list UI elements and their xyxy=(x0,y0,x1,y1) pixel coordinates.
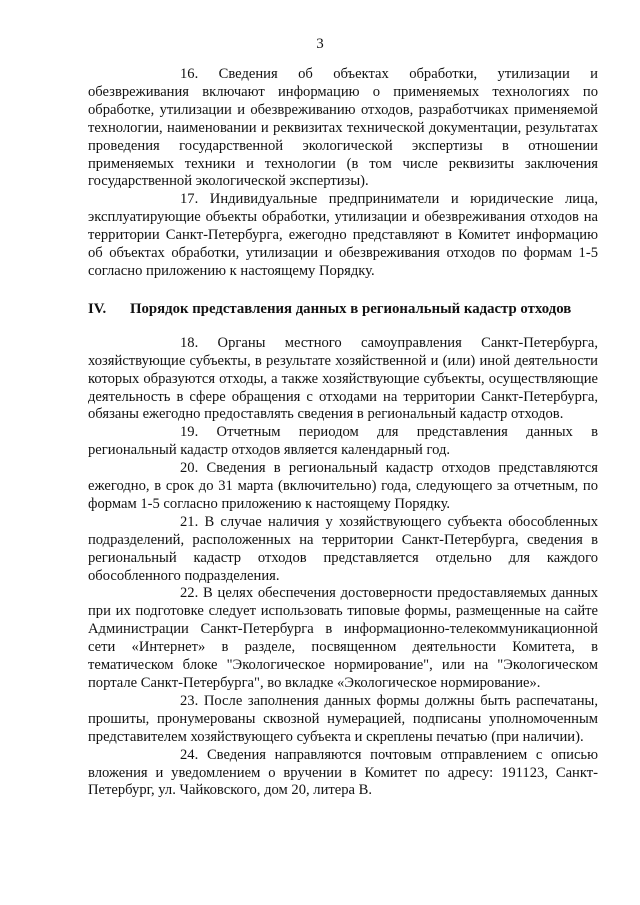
paragraph-number: 16. xyxy=(180,66,199,82)
paragraph-text: После заполнения данных формы должны быть распечатаны, прошиты, пронумерованы сквозной нумерацией, подписаны уполномоченным представителем хозяйствующего субъекта и скреплены печатью (при наличии). xyxy=(88,692,598,745)
paragraph-text: Сведения в региональный кадастр отходов представляются ежегодно, в срок до 31 марта (включительно) года, следующего за отчетным, по формам 1-5 согласно приложению к настоящему Порядку. xyxy=(88,460,598,512)
section-heading xyxy=(88,301,598,319)
paragraph-number: 21. xyxy=(180,513,199,530)
paragraph-24 xyxy=(88,747,598,801)
section-number: IV. xyxy=(88,300,107,317)
paragraph-number: 24. xyxy=(180,746,199,763)
paragraph-text: Органы местного самоуправления Санкт-Петербурга, хозяйствующие субъекты, в результате хозяйственной и (или) иной деятельности которых образуются отходы, а также хозяйствующие субъекты, осуществляющие деятельность в сфере обращения с отходами на территории Санкт-Петербурга, обязаны ежегодно предоставлять сведения в региональный кадастр отходов. xyxy=(88,334,598,423)
paragraph-text: Сведения направляются почтовым отправлением с описью вложения и уведомлением о вручении в Комитет по адресу: 191123, Санкт-Петербург, ул. Чайковского, дом 20, литера В. xyxy=(88,746,598,799)
paragraph-20 xyxy=(88,460,598,514)
paragraph-22 xyxy=(88,585,598,692)
paragraph-text: В целях обеспечения достоверности предоставляемых данных при их подготовке следует использовать типовые формы, размещенные на сайте Администрации Санкт-Петербурга в информационно-телекоммуникационной сети «Интернет» в разделе, посвященном деятельности Комитета, в тематическом блоке "Экологическое нормирование", или на "Экологическом портале Санкт-Петербурга", во вкладке «Экологическое нормирование». xyxy=(88,585,599,691)
paragraph-number: 20. xyxy=(180,460,199,477)
paragraph-19 xyxy=(88,424,598,460)
paragraph-text: Сведения об объектах обработки, утилизации и обезвреживания включают информацию о применяемых технологиях по обработке, утилизации и обезвреживанию отходов, разработчиках применяемой технологии, наименовании и реквизитах технической документации, результатах проведения государственной экологической экспертизы в отношении применяемых техники и технологии (в том числе реквизиты заключения государственной экологической экспертизы). xyxy=(88,66,598,190)
paragraph-number: 19. xyxy=(180,424,199,441)
document-body xyxy=(88,66,598,800)
paragraph-text: В случае наличия у хозяйствующего субъекта обособленных подразделений, расположенных на территории Санкт-Петербурга, сведения в региональный кадастр отходов представляется отдельно для каждого обособленного подразделения. xyxy=(88,513,598,584)
paragraph-18 xyxy=(88,335,598,425)
paragraph-number: 18. xyxy=(180,334,199,351)
paragraph-23 xyxy=(88,693,598,747)
paragraph-number: 17. xyxy=(180,191,199,208)
paragraph-number: 23. xyxy=(180,692,199,709)
paragraph-17 xyxy=(88,191,598,281)
paragraph-text: Отчетным периодом для представления данных в региональный кадастр отходов является календарный год. xyxy=(88,424,598,459)
paragraph-text: Индивидуальные предприниматели и юридические лица, эксплуатирующие объекты обработки, утилизации и обезвреживания отходов на территории Санкт-Петербурга, ежегодно представляют в Комитет информацию об объектах обработки, утилизации и обезвреживания отходов по формам 1-5 согласно приложению к настоящему Порядку. xyxy=(88,191,598,279)
section-title: Порядок представления данных в региональный кадастр отходов xyxy=(130,300,572,317)
paragraph-21 xyxy=(88,514,598,586)
paragraph-16 xyxy=(88,66,598,191)
paragraph-number: 22. xyxy=(180,585,199,602)
page-number: 3 xyxy=(316,36,324,52)
